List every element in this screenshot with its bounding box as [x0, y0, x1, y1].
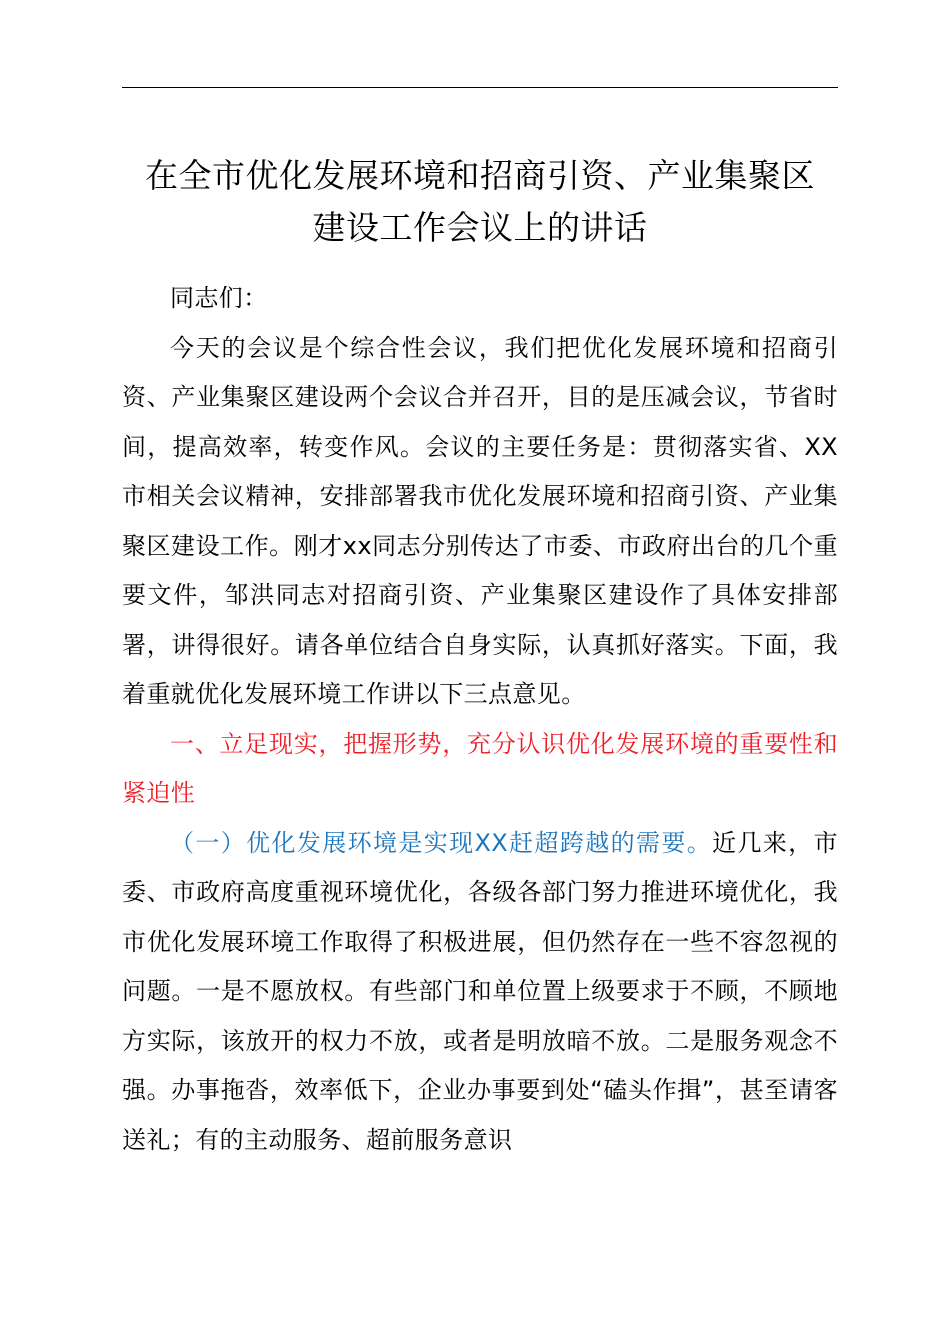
title-line-1: 在全市优化发展环境和招商引资、产业集聚区 — [145, 156, 815, 195]
subsection-1-paragraph — [122, 819, 838, 1166]
salutation: 同志们： — [170, 284, 268, 312]
intro-paragraph: 今天的会议是个综合性会议，我们把优化发展环境和招商引资、产业集聚区建设两个会议合并召开，目的是压减会议，节省时间，提高效率，转变作风。会议的主要任务是：贯彻落实省、XX市相关会议精神，安排部署我市优化发展环境和招商引资、产业集聚区建设工作。刚才xx同志分别传达了市委、市政府出台的几个重要文件，邹洪同志对招商引资、产业集聚区建设作了具体安排部署，讲得很好。请各单位结合自身实际，认真抓好落实。下面，我着重就优化发展环境工作讲以下三点意见。 — [122, 333, 838, 708]
document-title — [110, 150, 850, 254]
document-body — [122, 274, 838, 1165]
title-line-2: 建设工作会议上的讲话 — [312, 208, 648, 247]
section-1-heading: 一、立足现实，把握形势，充分认识优化发展环境的重要性和紧迫性 — [122, 729, 838, 807]
subsection-1-body: 近几来，市委、市政府高度重视环境优化，各级各部门努力推进环境优化，我市优化发展环境工作取得了积极进展，但仍然存在一些不容忽视的问题。一是不愿放权。有些部门和单位置上级要求于不顾，不顾地方实际，该放开的权力不放，或者是明放暗不放。二是服务观念不强。办事拖沓，效率低下，企业办事要到处“磕头作揖”，甚至请客送礼；有的主动服务、超前服务意识 — [122, 828, 838, 1154]
header-rule — [122, 87, 838, 88]
subsection-1-heading: （一）优化发展环境是实现XX赶超跨越的需要。 — [170, 828, 713, 857]
